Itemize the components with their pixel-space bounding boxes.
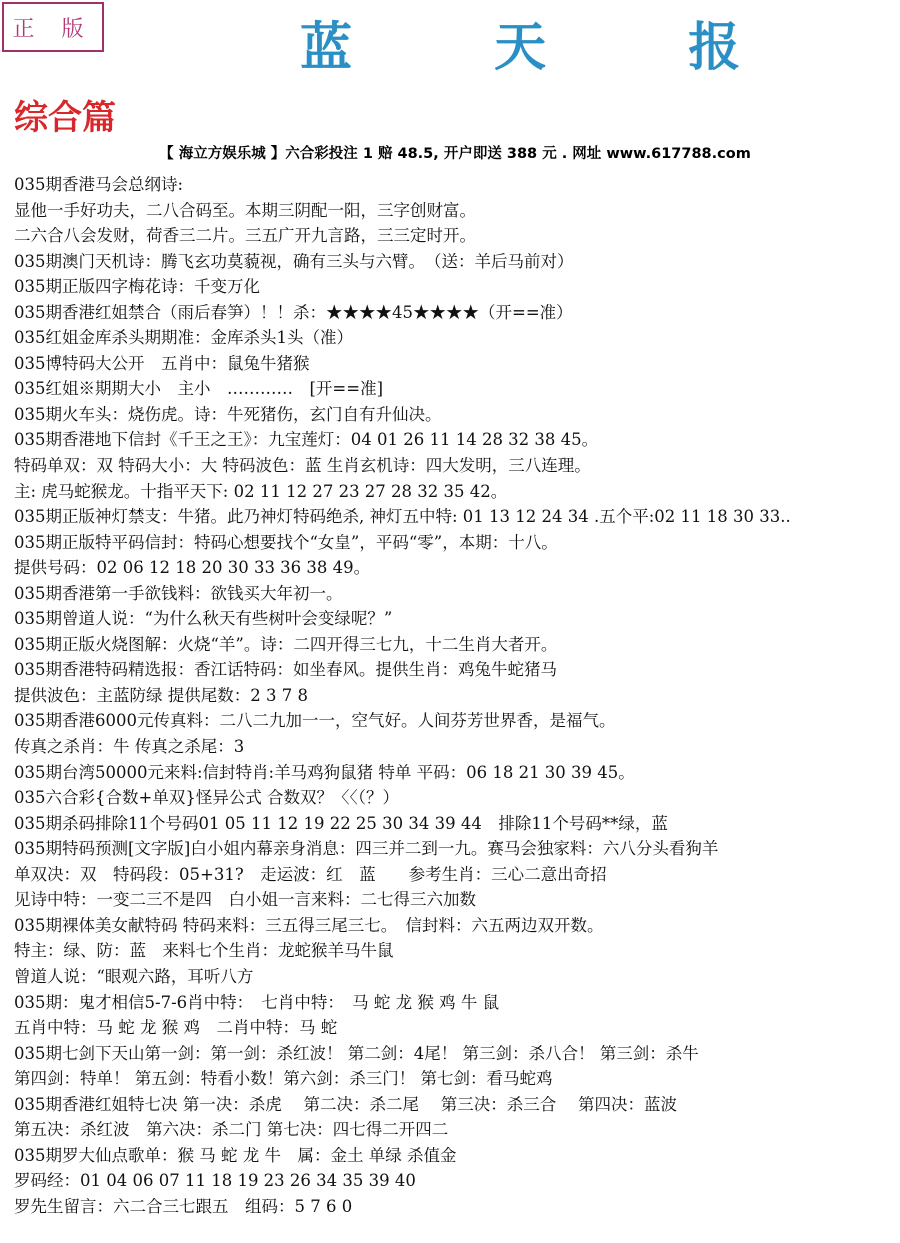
text-line: 035期罗大仙点歌单：猴 马 蛇 龙 牛 属：金土 单绿 杀值金 (14, 1145, 457, 1165)
text-line: 035期澳门天机诗：腾飞玄功莫藐视，确有三头与六臂。 （送：羊后马前对） (14, 251, 574, 271)
text-line: 035博特码大公开 五肖中：鼠兔牛猪猴 (14, 353, 310, 373)
text-line: 035期香港第一手欲钱料：欲钱买大年初一。 (14, 583, 343, 603)
text-line: 035期裸体美女献特码 特码来料：三五得三尾三七。 信封料：六五两边双开数。 (14, 915, 604, 935)
text-line: 传真之杀肖：牛 传真之杀尾：3 (14, 737, 245, 757)
text-line: 035期香港地下信封《千王之王》：九宝莲灯：04 01 26 11 14 28 32 38 45。 (14, 430, 599, 450)
text-line: 035期特码预测[文字版]白小姐内幕亲身消息：四三并二到一九。赛马会独家料：六八分头看狗羊 (14, 839, 719, 859)
text-line: 特码单双：双 特码大小：大 特码波色：蓝 生肖玄机诗：四大发明，三八连理。 (14, 456, 591, 476)
content-lines (14, 172, 900, 1219)
text-line: 提供号码：02 06 12 18 20 30 33 36 38 49。 (14, 558, 371, 578)
text-line: 035期香港马会总纲诗: (14, 175, 184, 194)
advertisement-banner: 【 海立方娱乐城 】六合彩投注 1 赔 48.5, 开户即送 388 元 . 网址 www.617788.com (159, 146, 751, 162)
text-line: 见诗中特：一变二三不是四 白小姐一言来料：二七得三六加数 (14, 890, 476, 910)
text-line: 单双决：双 特码段：05+31? 走运波：红 蓝 参考生肖：三心二意出奇招 (14, 864, 607, 884)
text-line: 罗先生留言：六二合三七跟五 组码：5 7 6 0 (14, 1196, 353, 1216)
text-line: 035期正版四字梅花诗：千变万化 (14, 277, 260, 297)
text-line: 显他一手好功夫，二八合码至。本期三阴配一阳，三字创财富。 (14, 200, 476, 220)
text-line: 主: 虎马蛇猴龙。十指平天下: 02 11 12 27 23 27 28 32 35 42。 (14, 481, 508, 501)
text-line: 035期香港6000元传真料：二八二九加一一，空气好。人间芬芳世界香，是福气。 (14, 711, 616, 731)
text-line: 提供波色：主蓝防绿 提供尾数：2 3 7 8 (14, 685, 308, 705)
text-line: 035期台湾50000元来料:信封特肖:羊马鸡狗鼠猪 特单 平码：06 18 21 30 39 45。 (14, 762, 635, 782)
text-line: 五肖中特：马 蛇 龙 猴 鸡 二肖中特：马 蛇 (14, 1018, 338, 1038)
text-line: 035期正版火烧图解：火烧“羊”。诗：二四开得三七九，十二生肖大者开。 (14, 634, 558, 654)
text-line: 特主：绿、防：蓝 来料七个生肖：龙蛇猴羊马牛鼠 (14, 941, 394, 961)
text-line: 035期曾道人说：“为什么秋天有些树叶会变绿呢？” (14, 609, 393, 629)
text-line: 035期正版特平码信封：特码心想要找个“女皇”，平码“零”，本期：十八。 (14, 532, 558, 552)
text-line: 035红姐金库杀头期期准：金库杀头1头（准） (14, 328, 353, 348)
text-line: 曾道人说：“眼观六路，耳听八方 (14, 966, 254, 986)
text-line: 035期火车头：烧伤虎。诗：牛死猪伤，玄门自有升仙决。 (14, 404, 442, 424)
text-line: 035期正版神灯禁支：牛猪。此乃神灯特码绝杀, 神灯五中特: 01 13 12 24 34 .五个平:02 11 18 30 33.. (14, 507, 791, 527)
text-line: 035期：鬼才相信5-7-6肖中特： 七肖中特： 马 蛇 龙 猴 鸡 牛 鼠 (14, 992, 500, 1012)
text-line: 035红姐※期期大小 主小 ………… [开==准] (14, 379, 384, 399)
edition-badge: 正 版 (2, 2, 104, 52)
text-line: 罗码经：01 04 06 07 11 18 19 23 26 34 35 39 40 (14, 1171, 416, 1191)
text-line: 035期香港红姐禁合（雨后春笋）！！杀：★★★★45★★★★（开==准） (14, 302, 573, 322)
text-line: 035期香港红姐特七决 第一决：杀虎 第二决：杀二尾 第三决：杀三合 第四决：蓝波 (14, 1094, 677, 1114)
text-line: 二六合八会发财，荷香三二片。三五广开九言路，三三定时开。 (14, 226, 476, 246)
text-line: 035期杀码排除11个号码01 05 11 12 19 22 25 30 34 39 44 排除11个号码**绿，蓝 (14, 813, 668, 833)
text-line: 第五决：杀红波 第六决：杀二门 第七决：四七得二开四二 (14, 1120, 449, 1140)
text-line: 035六合彩{合数+单双}怪异公式 合数双？〈〈（？） (14, 788, 400, 808)
text-line: 035期七剑下天山第一剑：第一剑：杀红波！ 第二剑：4尾！ 第三剑：杀八合！ 第三剑：杀牛 (14, 1043, 699, 1063)
newspaper-title: 蓝 天 报 (300, 18, 803, 78)
text-line: 035期香港特码精选报：香江话特码：如坐春风。提供生肖：鸡兔牛蛇猪马 (14, 660, 557, 680)
section-heading: 综合篇 (14, 98, 116, 138)
text-line: 第四剑：特单！ 第五剑：特看小数！第六剑：杀三门！ 第七剑：看马蛇鸡 (14, 1069, 553, 1089)
